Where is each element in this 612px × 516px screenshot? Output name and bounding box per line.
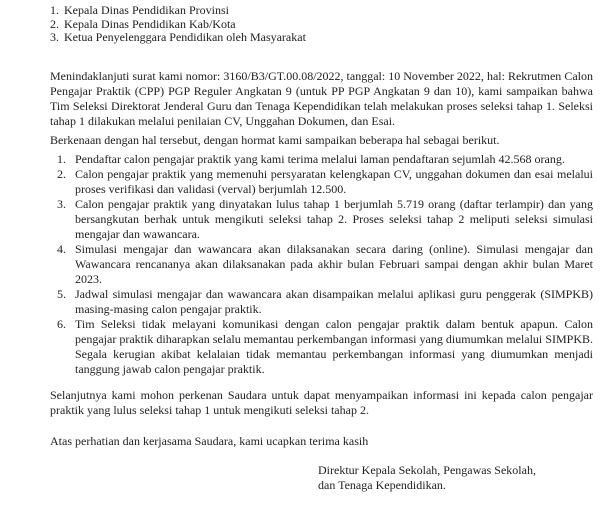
points-list bbox=[50, 152, 593, 377]
letter-body bbox=[50, 0, 593, 494]
point-text: Jadwal simulasi mengajar dan wawancara akan disampaikan melalui aplikasi guru penggerak (SIMPKB) masing-masing calon pengajar praktik. bbox=[75, 286, 593, 316]
recipient-number: 2. bbox=[50, 16, 59, 31]
point-item bbox=[50, 152, 593, 167]
point-number: 1. bbox=[57, 151, 66, 166]
point-number: 4. bbox=[57, 241, 66, 256]
recipient-text: Ketua Penyelenggara Pendidikan oleh Masyarakat bbox=[64, 30, 306, 45]
point-item bbox=[50, 317, 593, 377]
point-text: Calon pengajar praktik yang dinyatakan lulus tahap 1 berjumlah 5.719 orang (daftar terlampir) dan yang bersangkutan berhak untuk mengikuti seleksi tahap 2. Proses seleksi tahap 2 meliputi seleksi simulasi mengajar dan wawancara. bbox=[75, 196, 593, 241]
recipient-item bbox=[50, 18, 593, 32]
paragraph-intro: Menindaklanjuti surat kami nomor: 3160/B3/GT.00.08/2022, tanggal: 10 November 2022, hal: Rekrutmen Calon Pengajar Praktik (CPP) PGP Reguler Angkatan 9 (untuk PP PGP Angkatan 9 dan 10), kami sampaikan bahwa Tim Seleksi Direktorat Jenderal Guru dan Tenaga Kependidikan telah melakukan proses seleksi tahap 1. Seleksi tahap 1 dilakukan melalui penilaian CV, Unggahan Dokumen, dan Esai. bbox=[50, 68, 593, 128]
point-text: Tim Seleksi tidak melayani komunikasi dengan calon pengajar praktik dalam bentuk apapun. Calon pengajar praktik diharapkan selalu memantau perkembangan informasi yang diumumkan melalui SIMPKB. Segala kerugian akibat kelalaian tidak memantau perkembangan informasi yang diumumkan menjadi tanggung jawab calon pengajar praktik. bbox=[75, 316, 593, 376]
point-text: Simulasi mengajar dan wawancara akan dilaksanakan secara daring (online). Simulasi mengajar dan Wawancara rencananya akan dilaksanakan pada akhir bulan Februari sampai dengan akhir bulan Maret 2023. bbox=[75, 241, 593, 286]
paragraph-berkenaan: Berkenaan dengan hal tersebut, dengan hormat kami sampaikan beberapa hal sebagai berikut. bbox=[50, 132, 500, 147]
point-number: 5. bbox=[57, 286, 66, 301]
point-number: 2. bbox=[57, 166, 66, 181]
point-item bbox=[50, 197, 593, 242]
signature-block bbox=[318, 463, 593, 494]
point-text: Calon pengajar praktik yang memenuhi persyaratan kelengkapan CV, unggahan dokumen dan esai melalui proses verifikasi dan validasi (verval) berjumlah 12.500. bbox=[75, 166, 593, 196]
recipient-text: Kepala Dinas Pendidikan Provinsi bbox=[64, 3, 229, 17]
point-item bbox=[50, 167, 593, 197]
point-number: 3. bbox=[57, 196, 66, 211]
point-text: Pendaftar calon pengajar praktik yang kami terima melalui laman pendaftaran sejumlah 42.568 orang. bbox=[75, 151, 565, 166]
recipient-list bbox=[50, 4, 593, 45]
recipient-text: Kepala Dinas Pendidikan Kab/Kota bbox=[64, 16, 236, 31]
recipient-number: 1. bbox=[50, 3, 59, 17]
recipient-item bbox=[50, 4, 593, 18]
recipient-item bbox=[50, 31, 593, 45]
point-item bbox=[50, 242, 593, 287]
paragraph-selanjutnya: Selanjutnya kami mohon perkenan Saudara untuk dapat menyampaikan informasi ini kepada calon pengajar praktik yang lulus seleksi tahap 1 untuk mengikuti seleksi tahap 2. bbox=[50, 387, 593, 417]
signature-line-1: Direktur Kepala Sekolah, Pengawas Sekolah, bbox=[318, 462, 536, 477]
recipient-number: 3. bbox=[50, 30, 59, 45]
point-item bbox=[50, 287, 593, 317]
point-number: 6. bbox=[57, 316, 66, 331]
paragraph-closing: Atas perhatian dan kerjasama Saudara, kami ucapkan terima kasih bbox=[50, 433, 369, 448]
signature-line-2: dan Tenaga Kependidikan. bbox=[318, 478, 446, 493]
